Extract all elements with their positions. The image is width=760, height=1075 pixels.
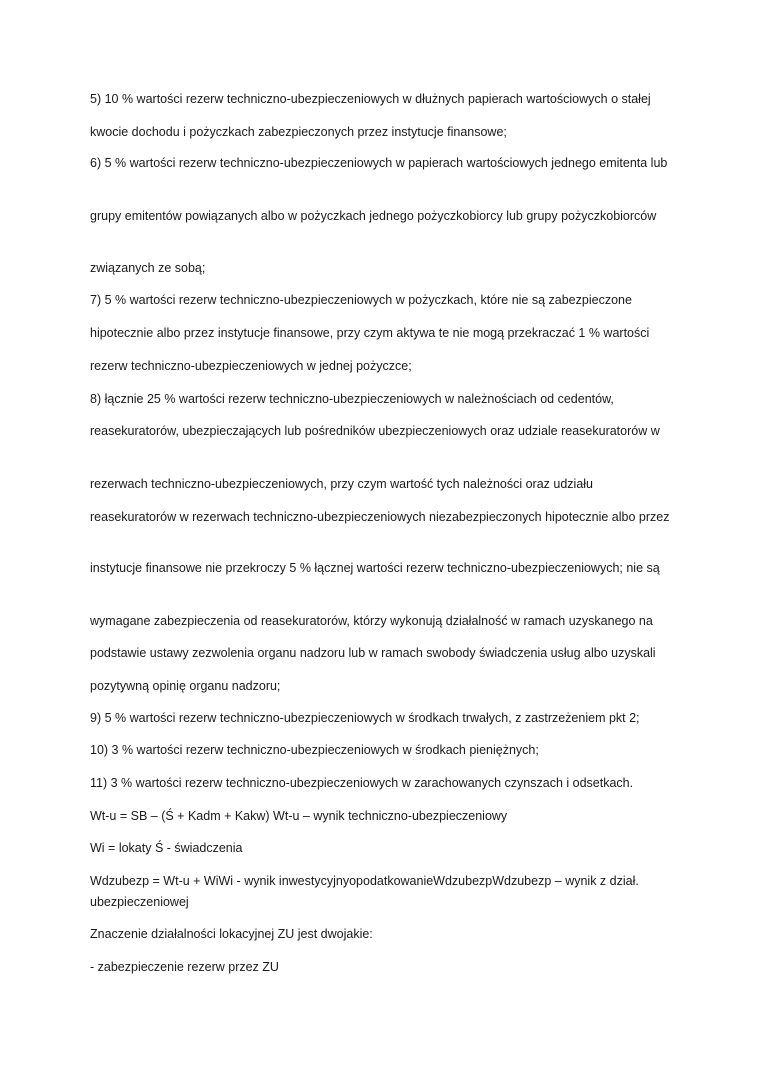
- paragraph: 7) 5 % wartości rezerw techniczno-ubezpieczeniowych w pożyczkach, które nie są zabezpieczone: [90, 293, 632, 307]
- paragraph: wymagane zabezpieczenia od reasekuratorów, którzy wykonują działalność w ramach uzyskanego na: [90, 614, 653, 628]
- paragraph: grupy emitentów powiązanych albo w pożyczkach jednego pożyczkobiorcy lub grupy pożyczkobiorców: [90, 209, 657, 223]
- paragraph: podstawie ustawy zezwolenia organu nadzoru lub w ramach swobody świadczenia usług albo uzyskali: [90, 646, 656, 660]
- paragraph: rezerwach techniczno-ubezpieczeniowych, przy czym wartość tych należności oraz udziału: [90, 477, 593, 491]
- paragraph: kwocie dochodu i pożyczkach zabezpieczonych przez instytucje finansowe;: [90, 125, 507, 139]
- formula-line: Wt-u = SB – (Ś + Kadm + Kakw) Wt-u – wynik techniczno-ubezpieczeniowy: [90, 809, 508, 823]
- paragraph: 5) 10 % wartości rezerw techniczno-ubezpieczeniowych w dłużnych papierach wartościowych o stałej: [90, 92, 651, 106]
- paragraph: 10) 3 % wartości rezerw techniczno-ubezpieczeniowych w środkach pieniężnych;: [90, 743, 539, 757]
- paragraph: hipotecznie albo przez instytucje finansowe, przy czym aktywa te nie mogą przekraczać 1 % wartości: [90, 326, 650, 340]
- paragraph: rezerw techniczno-ubezpieczeniowych w jednej pożyczce;: [90, 359, 412, 373]
- paragraph: reasekuratorów, ubezpieczających lub pośredników ubezpieczeniowych oraz udziale reasekuratorów w: [90, 424, 660, 438]
- paragraph: pozytywną opinię organu nadzoru;: [90, 679, 281, 693]
- paragraph: instytucje finansowe nie przekroczy 5 % łącznej wartości rezerw techniczno-ubezpieczeniowych; nie są: [90, 561, 660, 575]
- paragraph: Znaczenie działalności lokacyjnej ZU jest dwojakie:: [90, 927, 373, 941]
- paragraph: 6) 5 % wartości rezerw techniczno-ubezpieczeniowych w papierach wartościowych jednego emitenta lub: [90, 156, 668, 170]
- list-item: - zabezpieczenie rezerw przez ZU: [90, 960, 279, 974]
- paragraph: 9) 5 % wartości rezerw techniczno-ubezpieczeniowych w środkach trwałych, z zastrzeżeniem pkt 2;: [90, 711, 640, 725]
- paragraph: reasekuratorów w rezerwach techniczno-ubezpieczeniowych niezabezpieczonych hipotecznie albo przez: [90, 510, 670, 524]
- paragraph: 11) 3 % wartości rezerw techniczno-ubezpieczeniowych w zarachowanych czynszach i odsetkach.: [90, 776, 634, 790]
- paragraph: związanych ze sobą;: [90, 261, 206, 275]
- formula-line: Wi = lokaty Ś - świadczenia: [90, 841, 243, 855]
- paragraph: 8) łącznie 25 % wartości rezerw techniczno-ubezpieczeniowych w należnościach od cedentów,: [90, 392, 614, 406]
- formula-line: Wdzubezp = Wt-u + WiWi - wynik inwestycyjnyopodatkowanieWdzubezpWdzubezp – wynik z dział. ubezpieczeniowej: [90, 874, 639, 909]
